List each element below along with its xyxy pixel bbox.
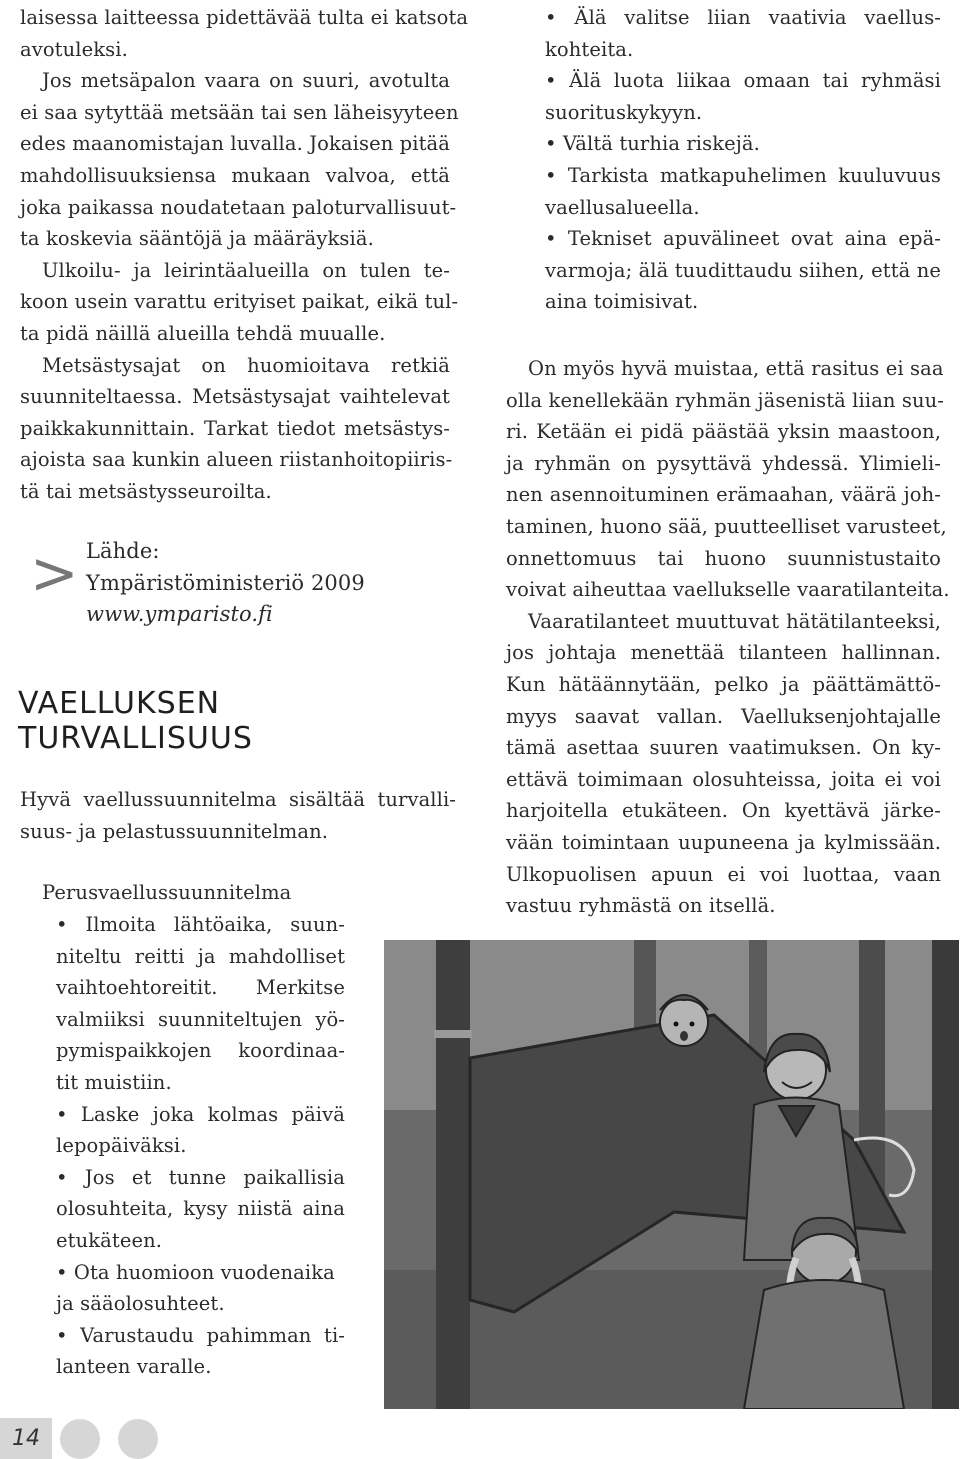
text-line: koon usein varattu erityiset paikat, eikä tul- (20, 290, 459, 314)
text-line: ta koskevia sääntöjä ja määräyksiä. (20, 227, 374, 251)
illustration-scouts-tarp (384, 940, 959, 1409)
text-line: suunniteltaessa. Metsästysajat vaihtelevat (20, 385, 450, 409)
list-item: varmoja; älä tuudittaudu siihen, että ne (545, 258, 941, 282)
text-line: On myös hyvä muistaa, että rasitus ei saa (528, 357, 944, 380)
chevron-right-icon: > (30, 539, 79, 607)
text-line: Ulkopuolisen apuun ei voi luottaa, vaan (506, 862, 941, 886)
text-line: nen asennoituminen erämaahan, väärä joh- (506, 483, 941, 507)
text-line: ajoista saa kunkin alueen riistanhoitopiiris- (20, 448, 453, 472)
list-item: etukäteen. (56, 1228, 163, 1252)
text-line: Kun hätäännytään, pelko ja päättämättö- (506, 672, 941, 696)
text-line: mahdollisuuksiensa mukaan valvoa, että (20, 163, 450, 187)
list-item: niteltu reitti ja mahdolliset (56, 944, 345, 968)
text-line: joka paikassa noudatetaan paloturvallisuut- (20, 195, 457, 219)
plan-bullet-list (56, 909, 345, 1383)
text-line: Ulkoilu- ja leirintäalueilla on tulen te- (42, 258, 450, 282)
text-line: harjoitella etukäteen. On kyettävä järke- (506, 799, 941, 823)
text-line: vään toimintaan uupuneena ja kylmissään. (506, 830, 941, 854)
list-item: tit muistiin. (56, 1070, 172, 1094)
list-item: • Ilmoita lähtöaika, suun- (56, 913, 345, 936)
heading-line: VAELLUKSEN (18, 686, 221, 721)
subheading-text: Perusvaellussuunnitelma (42, 881, 292, 904)
decorative-dot (118, 1419, 158, 1459)
tree-trunk (932, 940, 959, 1409)
list-item: • Jos et tunne paikallisia (56, 1165, 345, 1189)
list-item: kohteita. (545, 37, 634, 61)
text-line: ei saa sytyttää metsään tai sen läheisyyteen (20, 100, 459, 124)
list-item: lepopäiväksi. (56, 1134, 187, 1158)
source-reference (20, 536, 380, 636)
text-line: Hyvä vaellussuunnitelma sisältää turvalli- (20, 788, 456, 811)
left-column-text (20, 2, 469, 508)
right-bullet-list (545, 2, 941, 318)
text-line: ettävä toimimaan olosuhteissa, joita ei voi (506, 767, 941, 791)
heading-line: TURVALLISUUS (18, 721, 253, 756)
list-item: vaellusalueella. (545, 195, 700, 219)
right-column-text (506, 353, 950, 922)
text-line: ri. Ketään ei pidä päästää yksin maastoon, (506, 420, 941, 444)
text-line: ta pidä näillä alueilla tehdä muualle. (20, 321, 386, 345)
text-line: jos johtaja menettää tilanteen hallinnan. (506, 641, 941, 665)
text-line: vastuu ryhmästä on itsellä. (506, 894, 776, 918)
source-label: Lähde: (86, 539, 160, 563)
list-item: • Älä luota liikaa omaan tai ryhmäsi (545, 69, 941, 93)
list-item: • Laske joka kolmas päivä (56, 1102, 345, 1126)
list-item: lanteen varalle. (56, 1355, 212, 1379)
list-item: • Tarkista matkapuhelimen kuuluvuus (545, 163, 941, 187)
text-line: voivat aiheuttaa vaellukselle vaaratilanteita. (506, 578, 950, 602)
list-item: valmiiksi suunniteltujen yö- (56, 1007, 345, 1031)
list-item: ja sääolosuhteet. (56, 1292, 225, 1316)
source-url-link[interactable]: www.ymparisto.fi (86, 602, 273, 627)
text-line: Metsästysajat on huomioitava retkiä (42, 353, 450, 377)
text-line: tä tai metsästysseuroilta. (20, 479, 272, 503)
plan-subheading (42, 877, 372, 909)
text-line: avotuleksi. (20, 37, 128, 61)
text-line: paikkakunnittain. Tarkat tiedot metsästys- (20, 416, 450, 440)
text-line: ja ryhmän on pysyttävä yhdessä. Ylimieli- (506, 451, 941, 475)
section-intro (20, 784, 456, 847)
text-line: olla kenellekään ryhmän jäsenistä liian suu- (506, 388, 944, 412)
text-line: suus- ja pelastussuunnitelman. (20, 819, 329, 843)
rope-tie (434, 1030, 472, 1038)
list-item: suorituskykyyn. (545, 100, 703, 124)
text-line: Jos metsäpalon vaara on suuri, avotulta (42, 69, 450, 93)
text-line: tämä asettaa suuren vaatimuksen. On ky- (506, 736, 941, 760)
list-item: • Ota huomioon vuodenaika (56, 1260, 335, 1284)
text-line: laisessa laitteessa pidettävää tulta ei katsota (20, 6, 469, 29)
text-line: onnettomuus tai huono suunnistustaito (506, 546, 941, 570)
list-item: • Vältä turhia riskejä. (545, 132, 760, 156)
source-name: Ympäristöministeriö 2009 (86, 570, 365, 595)
list-item: • Älä valitse liian vaativia vaellus- (545, 6, 941, 29)
tree-trunk (436, 940, 470, 1409)
list-item: olosuhteita, kysy niistä aina (56, 1197, 345, 1221)
list-item: vaihtoehtoreitit. Merkitse (56, 976, 345, 1000)
scout-left (660, 995, 708, 1046)
text-line: myys saavat vallan. Vaelluksenjohtajalle (506, 704, 941, 728)
text-line: taminen, huono sää, puutteelliset varusteet, (506, 514, 947, 538)
page-number: 14 (0, 1418, 52, 1459)
list-item: aina toimisivat. (545, 290, 699, 314)
decorative-dot (60, 1419, 100, 1459)
list-item: pymispaikkojen koordinaa- (56, 1039, 345, 1063)
text-line: Vaaratilanteet muuttuvat hätätilanteeksi, (528, 609, 941, 633)
text-line: edes maanomistajan luvalla. Jokaisen pitää (20, 132, 450, 156)
list-item: • Tekniset apuvälineet ovat aina epä- (545, 227, 941, 251)
section-heading (18, 686, 418, 756)
list-item: • Varustaudu pahimman ti- (56, 1323, 345, 1347)
